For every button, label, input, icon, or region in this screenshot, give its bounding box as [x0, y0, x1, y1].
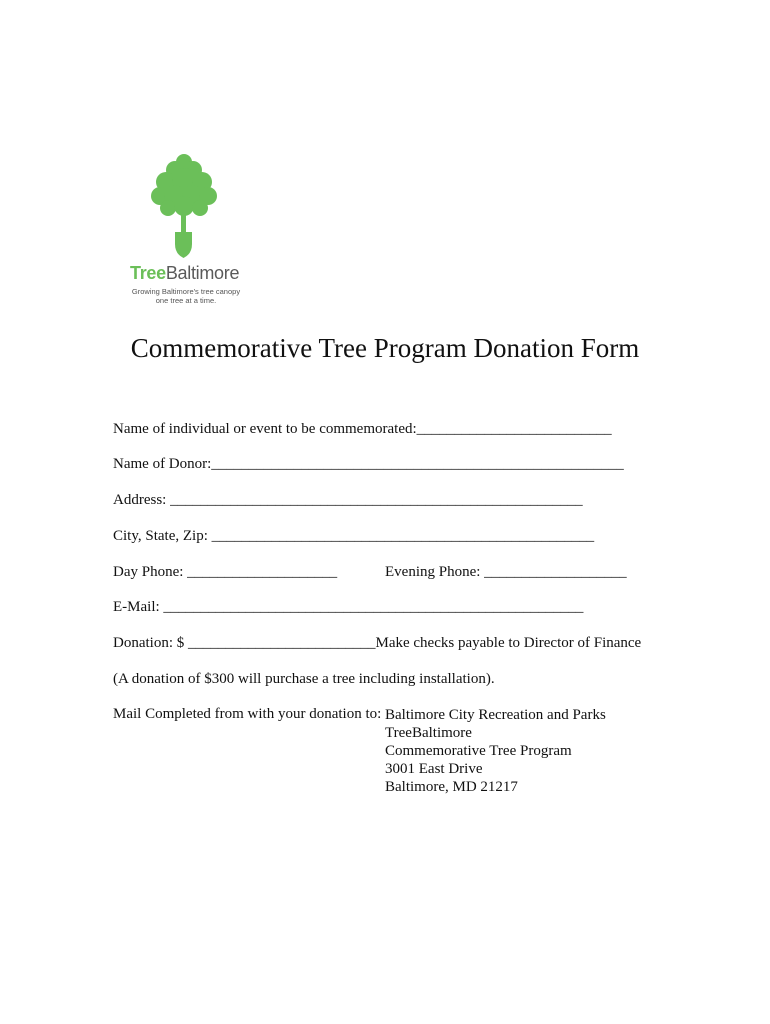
commemorated-field[interactable]: Name of individual or event to be commemorated:__________________________: [113, 421, 612, 437]
address-line: Commemorative Tree Program: [385, 743, 572, 759]
brand-name: TreeBaltimore: [130, 263, 240, 283]
mail-instructions-label: Mail Completed from with your donation to:: [113, 706, 382, 722]
mailing-address: [385, 706, 606, 796]
day-phone-field[interactable]: Day Phone: ____________________: [113, 564, 338, 580]
address-line: TreeBaltimore: [385, 725, 472, 741]
donation-note: (A donation of $300 will purchase a tree including installation).: [113, 671, 495, 687]
donor-name-field[interactable]: Name of Donor:_______________________________________________________: [113, 456, 624, 472]
address-line: Baltimore, MD 21217: [385, 779, 518, 795]
tree-shovel-icon: [142, 150, 226, 262]
treebaltimore-logo: [120, 150, 260, 310]
address-field[interactable]: Address: _______________________________________________________: [113, 492, 583, 508]
address-line: 3001 East Drive: [385, 761, 483, 777]
donation-field[interactable]: Donation: $ _________________________Make checks payable to Director of Finance: [113, 635, 642, 651]
page-title: Commemorative Tree Program Donation Form: [130, 333, 640, 363]
brand-tagline: Growing Baltimore's tree canopy one tree at a time.: [131, 287, 241, 305]
city-state-zip-field[interactable]: City, State, Zip: ___________________________________________________: [113, 528, 595, 544]
evening-phone-field[interactable]: Evening Phone: ___________________: [385, 564, 627, 580]
email-field[interactable]: E-Mail: ________________________________________________________: [113, 599, 584, 615]
address-line: Baltimore City Recreation and Parks: [385, 707, 606, 723]
